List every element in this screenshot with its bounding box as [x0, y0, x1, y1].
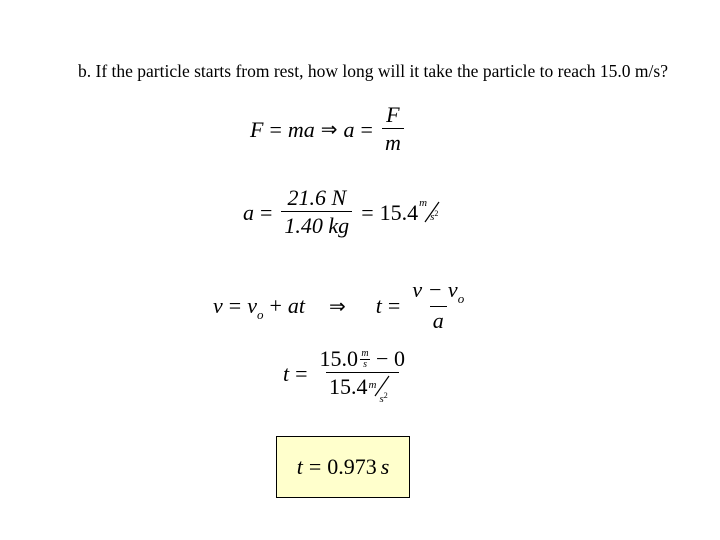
unit-denominator: s [379, 393, 384, 405]
equals-sign: = [260, 199, 273, 225]
symbol-a: a [343, 116, 355, 142]
denominator: a [430, 306, 447, 335]
fraction-delta-v-over-a [409, 277, 467, 335]
numerator [317, 346, 408, 372]
acceleration-result: 15.4 [379, 199, 419, 225]
symbol-a: a [243, 199, 254, 225]
denominator: m [382, 128, 404, 157]
equals-sign: = [308, 454, 322, 479]
symbol-t: t [375, 293, 382, 318]
equals-sign: = [360, 116, 373, 142]
answer-value: 0.973 [327, 454, 377, 479]
unit-denominator: s [363, 358, 367, 370]
unit-numerator: m [361, 347, 369, 359]
equals-sign: = [361, 199, 374, 225]
unit-m-per-s2 [368, 373, 396, 405]
implies-arrow: ⇒ [320, 119, 338, 141]
subscript-o: o [457, 291, 465, 306]
plus-sign: + [269, 293, 282, 318]
symbol-ma: ma [287, 116, 315, 142]
fraction-force-over-mass [281, 185, 352, 240]
numerator: F [386, 102, 400, 127]
denominator-value: 15.4 [329, 374, 368, 399]
equals-sign: = [269, 116, 282, 142]
equation-newtons-second-law [250, 102, 407, 157]
numerator: 21.6 N [287, 185, 347, 210]
denominator [326, 372, 399, 405]
symbol-v: v [213, 293, 223, 318]
unit-numerator: m [368, 379, 377, 391]
numerator-value: 15.0 [319, 346, 359, 371]
equation-time-substitution [283, 346, 411, 405]
unit-m-per-s [360, 349, 370, 370]
unit-power: 2 [383, 391, 388, 400]
symbol-t: t [283, 360, 290, 386]
fraction-F-over-m [382, 102, 404, 157]
question-text: b. If the particle starts from rest, how long will it take the particle to reach 15.0 m/s? [78, 61, 668, 81]
equation-kinematics [213, 277, 470, 335]
symbol-F: F [250, 116, 264, 142]
answer-unit: s [380, 454, 390, 479]
symbol-v0: v [247, 293, 257, 318]
numerator-rest: − 0 [376, 346, 405, 371]
symbol-t: t [296, 454, 303, 479]
denominator: 1.40 kg [281, 211, 352, 240]
symbol-at: at [287, 293, 305, 318]
equals-sign: = [387, 293, 401, 318]
numerator: v − v [412, 277, 458, 302]
equation-acceleration-value [243, 185, 446, 240]
unit-denominator: s [430, 210, 435, 223]
implies-arrow: ⇒ [329, 295, 346, 318]
unit-numerator: m [419, 196, 428, 209]
subscript-o: o [256, 307, 264, 322]
equals-sign: = [228, 293, 242, 318]
unit-power: 2 [434, 208, 439, 218]
answer-box [276, 436, 410, 498]
unit-m-per-s2 [418, 196, 446, 227]
equals-sign: = [295, 360, 308, 386]
fraction-velocity-over-acceleration [317, 346, 408, 405]
